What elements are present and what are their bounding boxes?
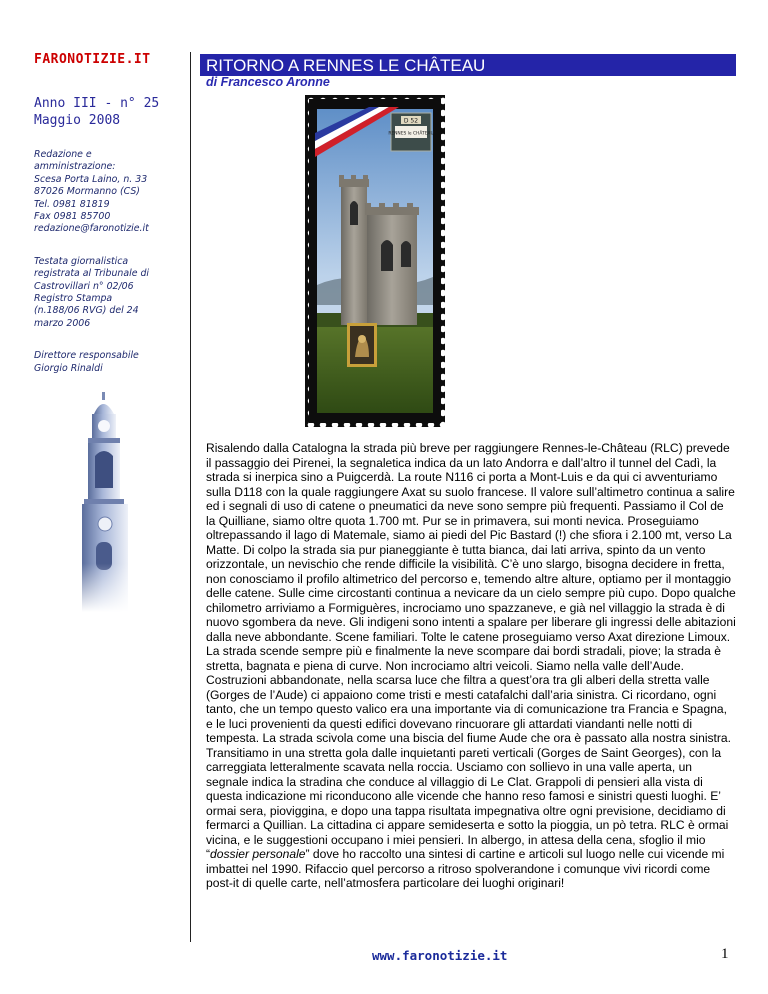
redazione-email: redazione@faronotizie.it bbox=[34, 223, 149, 235]
testata-line: registrata al Tribunale di bbox=[34, 268, 150, 280]
title-bar bbox=[200, 54, 736, 76]
testata-line: marzo 2006 bbox=[34, 317, 91, 329]
article-title: RITORNO A RENNES LE CHÂTEAU bbox=[206, 56, 486, 75]
issue-info bbox=[34, 95, 184, 129]
masthead: FARONOTIZIE.IT bbox=[34, 52, 151, 67]
direttore-block bbox=[34, 350, 184, 375]
redazione-line: 87026 Mormanno (CS) bbox=[34, 186, 140, 198]
testata-block bbox=[34, 256, 184, 330]
redazione-line: Scesa Porta Laino, n. 33 bbox=[34, 173, 148, 185]
redazione-line: Fax 0981 85700 bbox=[34, 211, 111, 223]
redazione-line: Tel. 0981 81819 bbox=[34, 198, 110, 210]
issue-date: Maggio 2008 bbox=[34, 113, 121, 128]
footer-website-link[interactable]: www.faronotizie.it bbox=[372, 948, 508, 963]
road-sign-label: RENNES le CHÂTEAU bbox=[388, 131, 434, 137]
redazione-line: Redazione e bbox=[34, 149, 92, 160]
quote-open: “ bbox=[206, 847, 211, 861]
direttore-name: Giorgio Rinaldi bbox=[34, 362, 103, 374]
testata-line: (n.188/06 RVG) del 24 bbox=[34, 305, 139, 317]
issue-number: Anno III - n° 25 bbox=[34, 96, 160, 111]
testata-line: Registro Stampa bbox=[34, 293, 113, 305]
article-body-end: dove ho raccolto una sintesi di cartine e articoli sul luogo nelle cui vicende mi imbattei nel 1990. Rifaccio quel percorso a ritroso spolverandone i comunque vivi ricordi come post-it di quelle carte, nell’atmosfera particolare dei luoghi originari! bbox=[206, 847, 725, 890]
column-divider bbox=[190, 52, 191, 942]
redazione-block bbox=[34, 149, 184, 236]
page-number: 1 bbox=[721, 946, 729, 962]
article-body-main: Risalendo dalla Catalogna la strada più breve per raggiungere Rennes-le-Château (RLC) prevede il passaggio dei Pirenei, la segnaletica indica da un lato Andorra e dall’altro il tunnel del Cadì, la strada si inerpica sino a Puigcerdà. La route N116 ci porta a Mont-Luis e da qui ci avventuriamo sulla D118 con la quale raggiungere Axat su suolo francese. Il valore sull’altimetro continua a salire ed i segnali di uso di catene o pneumatici da neve sono sempre più frequenti. Passiamo il Col de la Quilliane, siamo oltre quota 1.700 mt. Pur se in primavera, sui monti nevica. Proseguiamo oltrepassando il lago di Matemale, siamo ai piedi del Pic Bastard (!) che sfiora i 2.100 mt, verso La Matte. Di colpo la strada sia pur pianeggiante è tutta bianca, dai lati arriva, spinto da un vento orizzontale, un nevischio che rende difficile la visibilità. C’è uno slargo, bisogna decidere in fretta, non conosciamo il profilo altimetrico del percorso e, temendo altre alture, optiamo per il montaggio delle catene. Sulle cime circostanti continua a nevicare da un cielo sempre più cupo. Dopo qualche chilometro arriviamo a Formiguères, incrociamo uno spazzaneve, e già nel villaggio la strada è di nuovo sgombera da neve. Gli indigeni sono intenti a spalare per liberare gli ingressi delle abitazioni dalla neve abbondante. Scene familiari. Tolte le catene proseguiamo verso Axat direzione Limoux. La strada scende sempre più e finalmente la neve scompare dai bordi stradali, piove; la strada è stretta, bagnata e piena di curve. Non incrociamo altri veicoli. Siamo nella valle dell’Aude. Costruzioni abbandonate, nella scarsa luce che filtra a quest’ora tra gli alberi della stretta valle (Gorges de l’Aude) ci appaiono come tristi e mesti catafalchi dall’aria sinistra. Ci ricordano, ogni tanto, che un tempo questo valico era una importante via di comunicazione tra Francia e Spagna, e le luci provenienti da questi edifici dovevano rincuorare gli attardati viandanti nelle notti di tempesta. La strada scivola come una biscia del fiume Aude che ora è passato alla nostra sinistra. Transitiamo in una stretta gola dalle inquietanti pareti verticali (Gorges de Saint Georges), con la carreggiata letteralmente scavata nella roccia. Usciamo con sollievo in una valle aperta, un segnale indica la stradina che conduce al villaggio di Le Clat. Grappoli di pensieri alla vista di questa indicazione mi riconducono alle vicende che hanno reso famosi e sinistri questi luoghi. E’ ormai sera, pioviggina, e dopo una tappa risultata impegnativa oltre ogni previsione, decidiamo di fermarci a Quillian. La cittadina ci appare semideserta e sotto la pioggia, un pò tetra. RLC è ormai vicina, e le suggestioni occupano i miei pensieri. In albergo, in attesa della cena, sfoglio il mio bbox=[206, 441, 736, 847]
article-body bbox=[206, 441, 736, 891]
dossier-emphasis: dossier personale bbox=[210, 847, 306, 861]
article-byline: di Francesco Aronne bbox=[206, 75, 330, 89]
bell-tower-illustration bbox=[58, 392, 154, 612]
testata-line: Testata giornalistica bbox=[34, 255, 129, 267]
testata-line: Castrovillari n° 02/06 bbox=[34, 280, 134, 292]
road-sign-code: D 52 bbox=[403, 117, 419, 125]
quote-close: ” bbox=[305, 847, 310, 861]
castle-stamp-photo bbox=[305, 95, 445, 427]
sidebar bbox=[34, 52, 184, 375]
redazione-line: amministrazione: bbox=[34, 161, 116, 173]
direttore-label: Direttore responsabile bbox=[34, 350, 139, 362]
